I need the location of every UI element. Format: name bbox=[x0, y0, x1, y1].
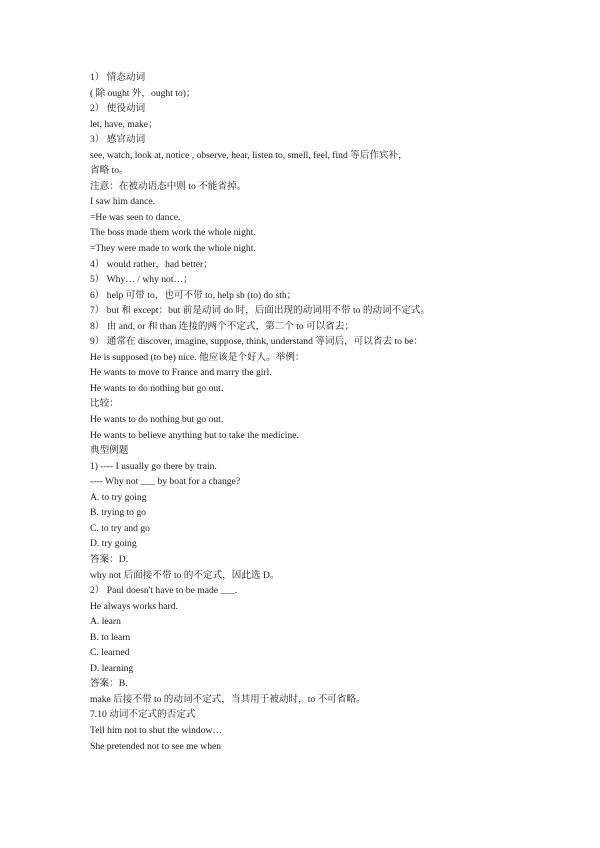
text-line: 答案：B. bbox=[90, 678, 128, 690]
text-line: 7） but 和 except：but 前是动词 do 时，后面出现的动词用不带 to 的动词不定式。 bbox=[90, 305, 431, 317]
text-line: B. to learn bbox=[90, 631, 131, 643]
text-line: make 后接不带 to 的动词不定式，当其用于被动时，to 不可省略。 bbox=[90, 693, 366, 705]
text-line: B. trying to go bbox=[90, 507, 146, 519]
text-line: 2） 使役动词 bbox=[90, 103, 146, 115]
text-line: 9） 通常在 discover, imagine, suppose, think, understand 等词后，可以省去 to be： bbox=[90, 336, 423, 348]
text-line: =He was seen to dance. bbox=[90, 211, 181, 223]
text-line: D. try going bbox=[90, 538, 137, 550]
text-line: =They were made to work the whole night. bbox=[90, 243, 256, 255]
text-line: 比较： bbox=[90, 398, 119, 410]
text-line: 注意：在被动语态中则 to 不能省掉。 bbox=[90, 180, 247, 192]
text-line: 3） 感官动词 bbox=[90, 134, 146, 146]
text-line: 6） help 可带 to，也可不带 to, help sb (to) do sth； bbox=[90, 289, 297, 301]
text-line: 8） 由 and, or 和 than 连接的两个不定式，第二个 to 可以省去； bbox=[90, 320, 355, 332]
text-line: 典型例题 bbox=[90, 445, 129, 457]
text-line: 1） 情态动词 bbox=[90, 72, 146, 83]
text-line: D. learning bbox=[90, 662, 134, 674]
text-line: why not 后面接不带 to 的不定式，因此选 D。 bbox=[90, 569, 280, 581]
text-line: 5） Why… / why not…； bbox=[90, 274, 193, 286]
text-line: 答案：D. bbox=[90, 553, 129, 565]
text-line: C. learned bbox=[90, 647, 130, 659]
document-body bbox=[90, 70, 550, 754]
text-line: I saw him dance. bbox=[90, 196, 156, 208]
text-line: 2） Paul doesn't have to be made ___. bbox=[90, 585, 238, 597]
text-line: C. to try and go bbox=[90, 522, 150, 534]
text-line: He wants to do nothing but go out. bbox=[90, 414, 224, 426]
text-line: He wants to move to France and marry the girl. bbox=[90, 367, 272, 379]
text-line: 7.10 动词不定式的否定式 bbox=[90, 709, 196, 721]
text-line: A. to try going bbox=[90, 491, 147, 503]
text-line: see, watch, look at, notice , observe, hear, listen to, smell, feel, find 等后作宾补， bbox=[90, 149, 408, 161]
text-line: He wants to believe anything but to take the medicine. bbox=[90, 429, 299, 441]
text-line: He wants to do nothing but go out. bbox=[90, 382, 224, 394]
text-line: He always works hard. bbox=[90, 600, 178, 612]
text-line: He is supposed (to be) nice. 他应该是个好人。举例： bbox=[90, 351, 305, 363]
text-line: ( 除 ought 外，ought to)； bbox=[90, 87, 196, 99]
text-line: A. learn bbox=[90, 616, 121, 628]
text-line: 省略 to。 bbox=[90, 165, 129, 177]
text-line: ---- Why not ___ by boat for a change? bbox=[90, 476, 241, 488]
text-line: let, have, make； bbox=[90, 118, 158, 130]
text-line: 4） would rather，had better； bbox=[90, 258, 213, 270]
text-line: She pretended not to see me when bbox=[90, 740, 222, 752]
text-line: Tell him not to shut the window… bbox=[90, 724, 223, 736]
text-line: The boss made them work the whole night. bbox=[90, 227, 256, 239]
text-line: 1) ---- I usually go there by train. bbox=[90, 460, 217, 472]
